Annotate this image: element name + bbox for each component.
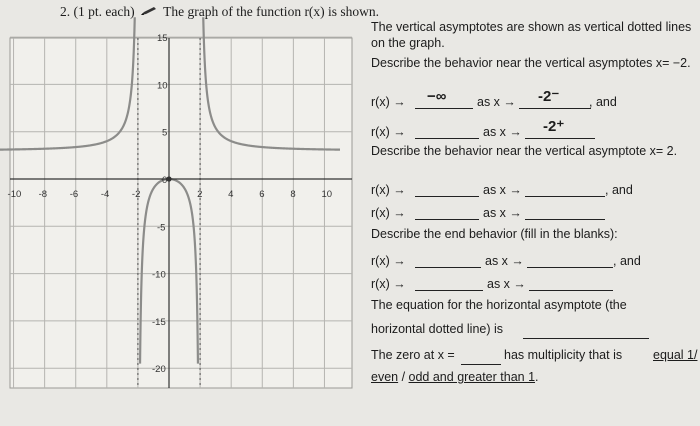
v2-blank-3[interactable] <box>415 203 479 220</box>
x-tick-label: 8 <box>290 189 296 200</box>
intro-text: The vertical asymptotes are shown as vertical dotted lines on the graph. <box>371 20 692 50</box>
problem-prompt: The graph of the function r(x) is shown. <box>163 4 380 19</box>
y-tick-label: -20 <box>152 364 166 376</box>
v1-row-1: r(x) → −∞ as x → -2⁻ , and <box>371 88 617 109</box>
y-tick-label: -15 <box>152 316 166 328</box>
v2-blank-1[interactable] <box>415 180 479 197</box>
x-tick-label: -2 <box>131 189 141 200</box>
y-tick-label: 10 <box>157 80 168 92</box>
graph-grid <box>7 37 352 388</box>
plot-area <box>7 38 352 388</box>
v2-blank-2[interactable] <box>525 180 605 197</box>
ha-blank[interactable] <box>523 322 649 339</box>
x-tick-label: -4 <box>100 189 110 200</box>
v2-row-2: r(x) → as x → <box>371 201 696 221</box>
v1-answer-4: -2⁺ <box>543 118 565 135</box>
choice-odd-greater-1[interactable]: odd and greater than 1 <box>408 370 536 384</box>
v1-blank-3[interactable] <box>415 122 479 139</box>
y-tick-label: 5 <box>162 127 168 139</box>
x-tick-label: 2 <box>197 189 203 200</box>
v1-answer-1: −∞ <box>427 88 447 105</box>
x-tick-label: 10 <box>321 189 333 200</box>
choice-even[interactable]: even <box>371 370 399 384</box>
y-tick-label: 15 <box>157 33 168 45</box>
v2-blank-4[interactable] <box>525 203 605 220</box>
v2-prompt: Describe the behavior near the vertical asymptote x= 2. <box>371 144 678 158</box>
problem-number: 2. <box>60 4 71 19</box>
ha-prompt-line-2: horizontal dotted line) is <box>371 320 696 342</box>
x-tick-label: -8 <box>38 189 48 200</box>
x-tick-label: -10 <box>7 189 22 200</box>
ha-prompt-line-1: The equation for the horizontal asymptote (the <box>371 298 627 312</box>
end-row-1: r(x) → as x → , and <box>371 249 696 269</box>
problem-points: (1 pt. each) <box>73 4 135 19</box>
v1-prompt: Describe the behavior near the vertical asymptotes x= −2. <box>371 56 691 70</box>
x-tick-label: 4 <box>228 189 234 200</box>
choice-line: even / odd and greater than 1. <box>371 370 539 384</box>
end-blank-4[interactable] <box>529 274 613 291</box>
end-blank-2[interactable] <box>527 251 613 268</box>
end-row-2: r(x) → as x → <box>371 272 696 292</box>
end-blank-3[interactable] <box>415 274 483 291</box>
end-blank-1[interactable] <box>415 251 481 268</box>
x-tick-label: -6 <box>69 189 79 200</box>
question-column <box>371 20 696 390</box>
x-tick-label: 6 <box>259 189 265 200</box>
v1-row-2: r(x) → as x → -2⁺ <box>371 120 696 140</box>
zero-line: The zero at x = has multiplicity that is equal 1/ <box>371 346 696 368</box>
y-tick-label: -10 <box>152 269 166 281</box>
choice-equal-1[interactable]: equal 1/ <box>653 348 698 362</box>
y-tick-label: 0 <box>162 175 168 186</box>
y-tick-label: -5 <box>157 222 166 234</box>
v2-row-1: r(x) → as x → , and <box>371 178 696 198</box>
zero-blank[interactable] <box>461 348 501 365</box>
v1-answer-2: -2⁻ <box>538 88 560 105</box>
end-prompt: Describe the end behavior (fill in the blanks): <box>371 227 618 241</box>
